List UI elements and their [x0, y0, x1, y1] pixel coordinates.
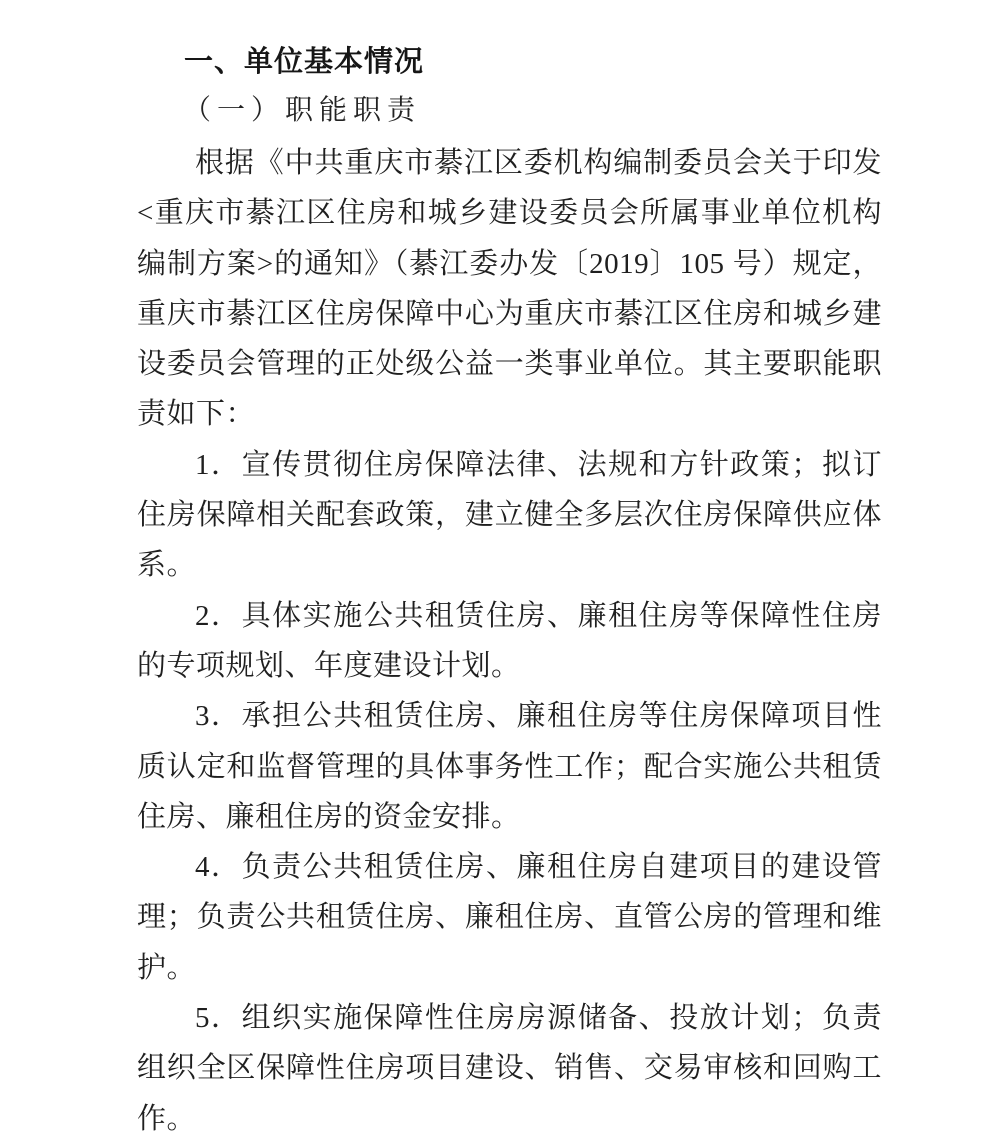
document-body [137, 138, 882, 1144]
paragraph-duty-4: 4．负责公共租赁住房、廉租住房自建项目的建设管理；负责公共租赁住房、廉租住房、直管公房的管理和维护。 [137, 851, 882, 984]
paragraph-duty-5: 5．组织实施保障性住房房源储备、投放计划；负责组织全区保障性住房项目建设、销售、交易审核和回购工作。 [137, 1002, 882, 1135]
paragraph-duty-2: 2．具体实施公共租赁住房、廉租住房等保障性住房的专项规划、年度建设计划。 [137, 599, 882, 682]
section-heading: 一、单位基本情况 [184, 46, 425, 78]
paragraph-intro: 根据《中共重庆市綦江区委机构编制委员会关于印发<重庆市綦江区住房和城乡建设委员会所属事业单位机构编制方案>的通知》（綦江委办发〔2019〕105 号）规定，重庆市綦江区住房保障中心为重庆市綦江区住房和城乡建设委员会管理的正处级公益一类事业单位。其主要职能职责如下： [137, 147, 882, 431]
subsection-heading: （一）职能职责 [183, 95, 422, 126]
paragraph-duty-3: 3．承担公共租赁住房、廉租住房等住房保障项目性质认定和监督管理的具体事务性工作；配合实施公共租赁住房、廉租住房的资金安排。 [137, 700, 882, 833]
paragraph-duty-1: 1．宣传贯彻住房保障法律、法规和方针政策；拟订住房保障相关配套政策，建立健全多层次住房保障供应体系。 [137, 448, 882, 582]
